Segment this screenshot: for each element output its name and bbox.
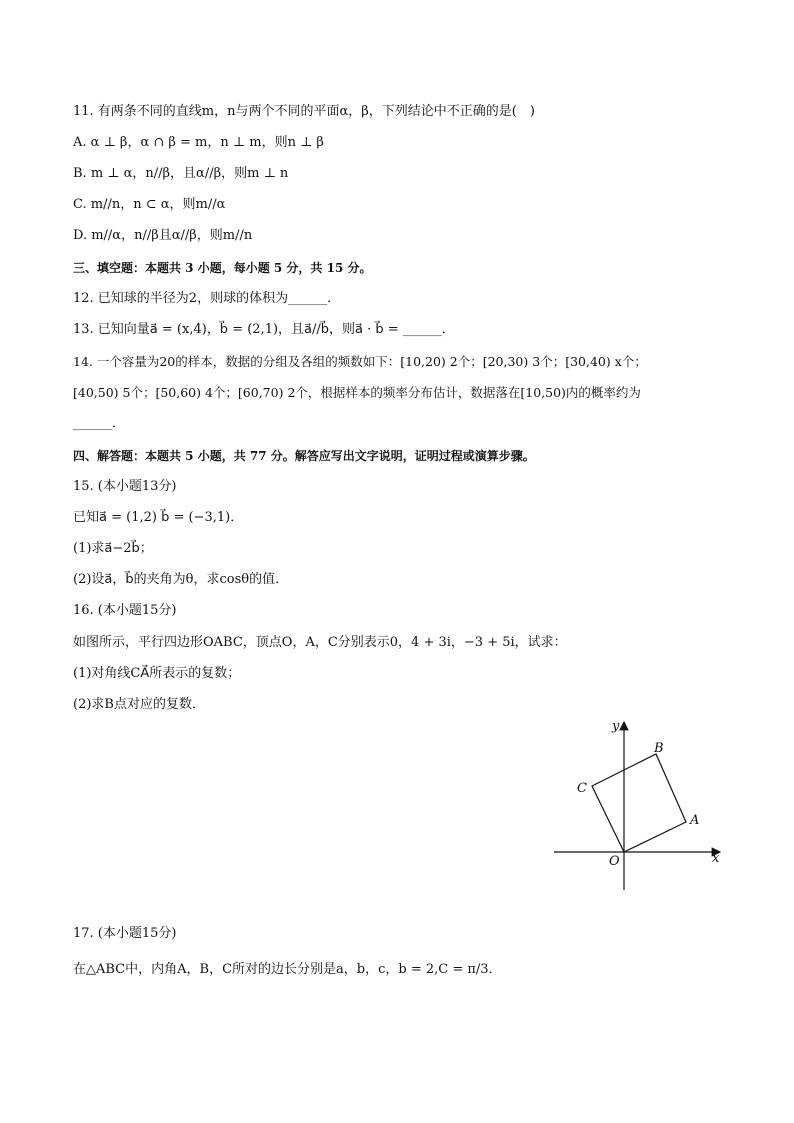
section-3-heading: 三、填空题：本题共 3 小题，每小题 5 分，共 15 分。: [73, 261, 372, 275]
parallelogram-oabc: [592, 754, 686, 852]
vertex-a-label: A: [690, 813, 700, 828]
question-16-given: 如图所示，平行四边形OABC，顶点O，A，C分别表示0，4 + 3i，−3 + 5i，试求：: [73, 635, 567, 650]
question-14-line-3: ______．: [73, 416, 126, 431]
question-15-given: 已知a⃗ = (1,2) b⃗ = (−3,1)．: [73, 510, 244, 525]
section-4-heading: 四、解答题：本题共 5 小题，共 77 分。解答应写出文字说明，证明过程或演算步骤。: [73, 449, 535, 463]
question-15-part-1: (1)求a⃗−2b⃗；: [73, 541, 153, 556]
question-14-line-2: [40,50) 5个；[50,60) 4个；[60,70) 2个，根据样本的频率分布估计，数据落在[10,50)内的概率约为: [73, 385, 641, 400]
question-16-title: 16. (本小题15分): [73, 603, 177, 618]
question-16-part-2: (2)求B点对应的复数．: [73, 697, 205, 712]
question-15-part-2: (2)设a⃗，b⃗的夹角为θ，求cosθ的值．: [73, 572, 289, 587]
question-13: 13. 已知向量a⃗ = (x,4)，b⃗ = (2,1)，且a⃗//b⃗，则a⃗ · b⃗ = ______．: [73, 322, 455, 337]
parallelogram-figure: [548, 716, 728, 896]
vertex-c-label: C: [577, 781, 587, 796]
question-11-option-d: D. m//α，n//β且α//β，则m//n: [73, 228, 253, 243]
vertex-o-label: O: [609, 854, 620, 869]
vertex-b-label: B: [654, 741, 664, 756]
question-12: 12. 已知球的半径为2，则球的体积为______．: [73, 291, 341, 306]
question-11: 11. 有两条不同的直线m，n与两个不同的平面α，β，下列结论中不正确的是( ): [73, 104, 535, 119]
question-11-option-b: B. m ⊥ α，n//β，且α//β，则m ⊥ n: [73, 166, 289, 181]
question-11-option-a: A. α ⊥ β，α ∩ β = m，n ⊥ m，则n ⊥ β: [73, 135, 324, 150]
question-17-title: 17. (本小题15分): [73, 926, 177, 941]
y-axis-label: y: [612, 719, 620, 734]
question-11-option-c: C. m//n，n ⊂ α，则m//α: [73, 197, 226, 212]
question-15-title: 15. (本小题13分): [73, 479, 177, 494]
question-14-line-1: 14. 一个容量为20的样本，数据的分组及各组的频数如下：[10,20) 2个；[20,30) 3个；[30,40) x个；: [73, 354, 647, 369]
question-17-given: 在△ABC中，内角A，B，C所对的边长分别是a，b，c，b = 2,C = π/3．: [73, 962, 502, 977]
question-16-part-1: (1)对角线CA⃗所表示的复数；: [73, 666, 241, 681]
x-axis-label: x: [712, 851, 720, 866]
